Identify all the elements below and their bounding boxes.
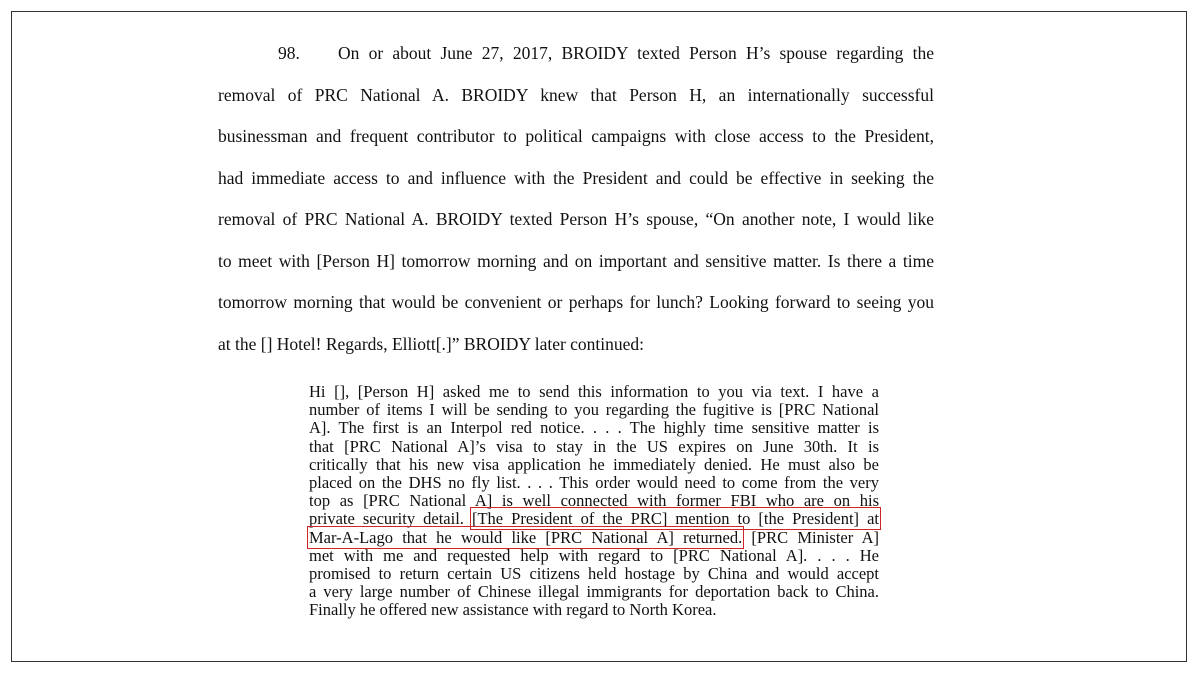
quote-line: top as [PRC National A] is well connected with former FBI who are on his <box>309 491 879 511</box>
highlighted-quote: Mar-A-Lago that he would like [PRC National A] returned. <box>309 527 743 547</box>
paragraph-line: had immediate access to and influence with the President and could be effective in seeking the <box>218 167 934 188</box>
quote-line: a very large number of Chinese illegal immigrants for deportation back to China. <box>309 582 879 602</box>
quote-text: [PRC Minister A] <box>742 527 879 547</box>
quote-line: critically that his new visa application he immediately denied. He must also be <box>309 454 879 474</box>
quote-line: number of items I will be sending to you regarding the fugitive is [PRC National <box>309 400 879 420</box>
quote-line: Finally he offered new assistance with regard to North Korea. <box>309 600 717 620</box>
paragraph-line: businessman and frequent contributor to political campaigns with close access to the President, <box>218 126 934 146</box>
block-quote <box>309 383 879 619</box>
quote-line: that [PRC National A]’s visa to stay in the US expires on June 30th. It is <box>309 436 879 456</box>
quote-line: Hi [], [Person H] asked me to send this information to you via text. I have a <box>309 382 879 401</box>
quote-line: placed on the DHS no fly list. . . . This order would need to come from the very <box>309 472 879 492</box>
quote-text: private security detail. <box>309 509 472 529</box>
paragraph-line: at the [] Hotel! Regards, Elliott[.]” BROIDY later continued: <box>218 333 645 354</box>
paragraph-line: to meet with [Person H] tomorrow morning and on important and sensitive matter. Is there a time <box>218 250 934 271</box>
paragraph-line-text: On or about June 27, 2017, BROIDY texted Person H’s spouse regarding the <box>338 43 934 63</box>
paragraph-line: tomorrow morning that would be convenient or perhaps for lunch? Looking forward to seeing you <box>218 292 934 312</box>
quote-line <box>309 510 879 528</box>
quote-line: A]. The first is an Interpol red notice. . . . The highly time sensitive matter is <box>309 418 879 438</box>
paragraph-number: 98. <box>278 43 300 63</box>
quote-line <box>309 529 879 547</box>
quote-line: promised to return certain US citizens held hostage by China and would accept <box>309 563 879 583</box>
paragraph-line <box>218 43 934 63</box>
highlighted-quote: [The President of the PRC] mention to [the President] at <box>471 509 879 529</box>
paragraph-line: removal of PRC National A. BROIDY knew that Person H, an internationally successful <box>218 84 934 105</box>
paragraph-line: removal of PRC National A. BROIDY texted Person H’s spouse, “On another note, I would like <box>218 209 934 229</box>
quote-line: met with me and requested help with regard to [PRC National A]. . . . He <box>309 545 879 565</box>
